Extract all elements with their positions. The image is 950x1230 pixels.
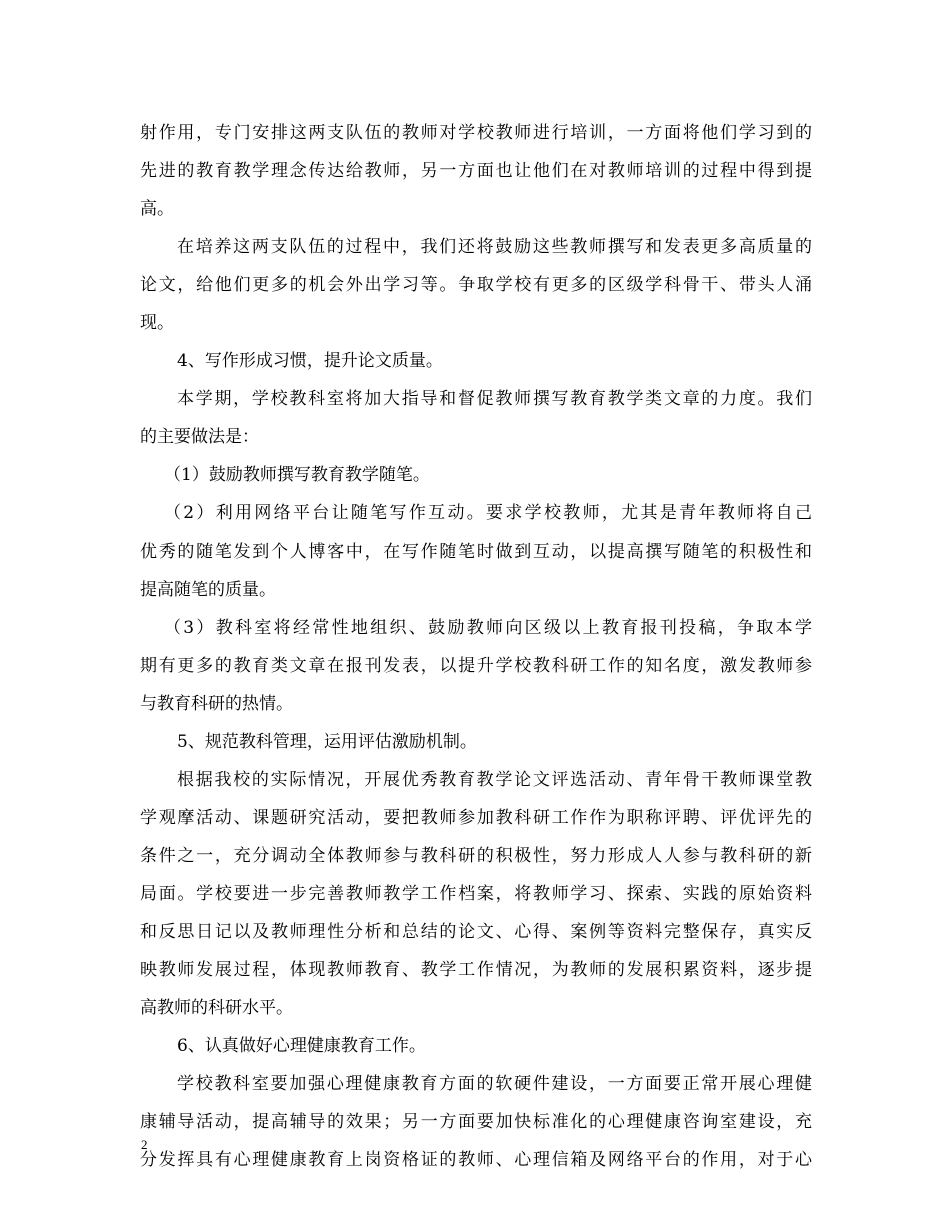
text-line: 6、认真做好心理健康教育工作。: [177, 1036, 426, 1057]
text-line: （2）利用网络平台让随笔写作互动。要求学校教师，尤其是青年教师将自己: [164, 503, 812, 524]
text-line: 和反思日记以及教师理性分析和总结的论文、心得、案例等资料完整保存，真实反: [140, 921, 812, 942]
text-line: 5、规范教科管理，运用评估激励机制。: [177, 731, 477, 752]
text-line: 现。: [140, 313, 174, 334]
text-line: 期有更多的教育类文章在报刊发表，以提升学校教科研工作的知名度，激发教师参: [140, 655, 812, 676]
text-line: 提高随笔的质量。: [140, 579, 276, 600]
text-line: 在培养这两支队伍的过程中，我们还将鼓励这些教师撰写和发表更多高质量的: [177, 237, 812, 258]
text-line: 映教师发展过程，体现教师教育、教学工作情况，为教师的发展积累资料，逐步提: [140, 960, 812, 981]
text-line: 射作用，专门安排这两支队伍的教师对学校教师进行培训，一方面将他们学习到的: [140, 123, 812, 143]
text-line: 条件之一，充分调动全体教师参与教科研的积极性，努力形成人人参与教科研的新: [140, 845, 812, 866]
text-line: （1）鼓励教师撰写教育教学随笔。: [164, 465, 430, 486]
text-line: 高。: [140, 199, 174, 220]
text-line: 本学期，学校教科室将加大指导和督促教师撰写教育教学类文章的力度。我们: [177, 389, 812, 410]
document-body: [140, 114, 812, 1179]
text-line: 4、写作形成习惯，提升论文质量。: [177, 351, 443, 372]
text-line: 先进的教育教学理念传达给教师，另一方面也让他们在对教师培训的过程中得到提: [140, 161, 812, 182]
page-number: 2: [141, 1137, 148, 1152]
text-line: 的主要做法是：: [140, 427, 259, 448]
text-line: 与教育科研的热情。: [140, 693, 293, 714]
text-line: 根据我校的实际情况，开展优秀教育教学论文评选活动、青年骨干教师课堂教: [177, 769, 812, 790]
text-line: 学观摩活动、课题研究活动，要把教师参加教科研工作作为职称评聘、评优评先的: [140, 807, 812, 828]
text-line: 学校教科室要加强心理健康教育方面的软硬件建设，一方面要正常开展心理健: [177, 1074, 812, 1095]
text-line: 论文，给他们更多的机会外出学习等。争取学校有更多的区级学科骨干、带头人涌: [140, 275, 812, 296]
text-line: 局面。学校要进一步完善教师教学工作档案，将教师学习、探索、实践的原始资料: [140, 883, 812, 904]
text-line: 分发挥具有心理健康教育上岗资格证的教师、心理信箱及网络平台的作用，对于心: [140, 1150, 812, 1171]
text-line: 高教师的科研水平。: [140, 998, 293, 1019]
text-line: 优秀的随笔发到个人博客中，在写作随笔时做到互动，以提高撰写随笔的积极性和: [140, 541, 812, 562]
text-line: （3）教科室将经常性地组织、鼓励教师向区级以上教育报刊投稿，争取本学: [164, 617, 812, 638]
text-line: 康辅导活动，提高辅导的效果；另一方面要加快标准化的心理健康咨询室建设，充: [140, 1112, 812, 1133]
